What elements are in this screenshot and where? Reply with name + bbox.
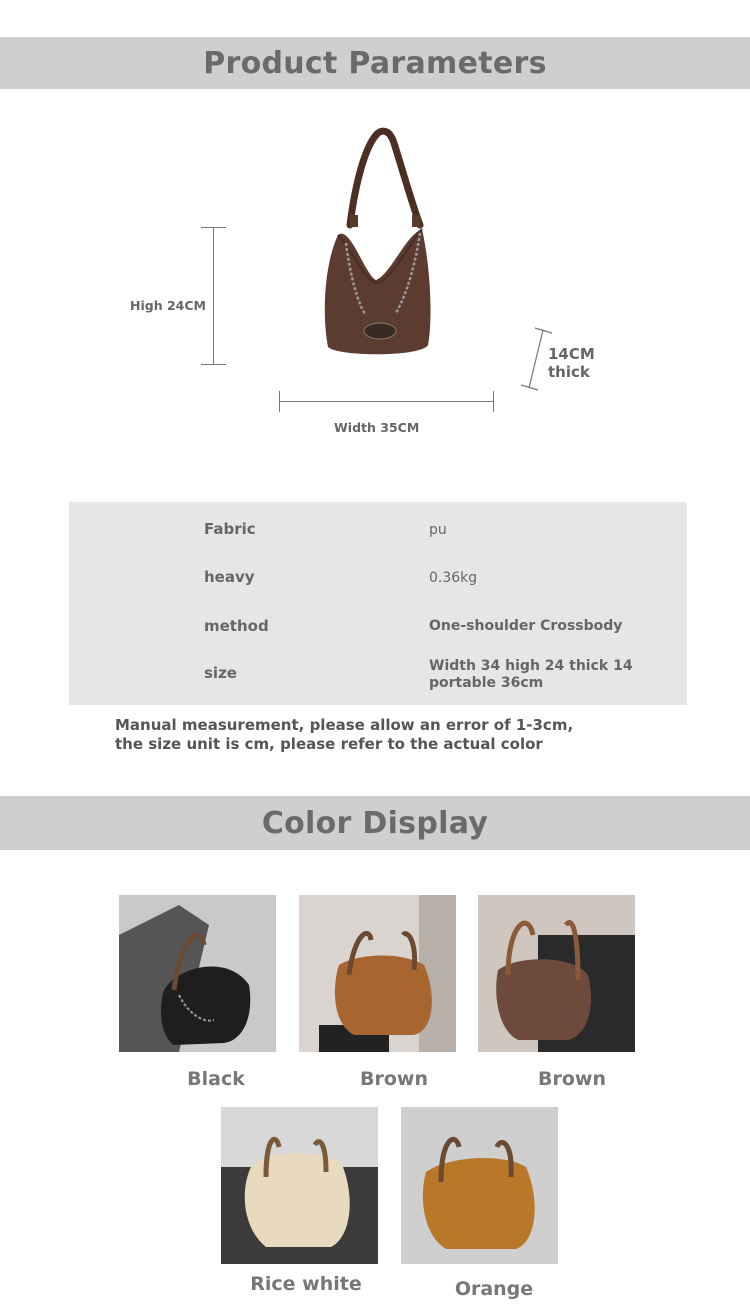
spec-key: method: [204, 617, 269, 635]
width-label: Width 35CM: [334, 420, 420, 435]
bag-photo-orange: [401, 1107, 558, 1264]
thickness-label-line2: thick: [548, 363, 590, 381]
height-label: High 24CM: [130, 298, 206, 313]
measurement-note: Manual measurement, please allow an error of 1-3cm, the size unit is cm, please refer to the actual color: [115, 716, 574, 753]
section-banner-colors: [0, 796, 750, 850]
spec-value: Width 34 high 24 thick 14 portable 36cm: [429, 658, 633, 691]
spec-value: One-shoulder Crossbody: [429, 618, 623, 634]
color-swatch-image[interactable]: [119, 895, 276, 1052]
color-label: Orange: [454, 1278, 534, 1300]
color-swatch-image[interactable]: [478, 895, 635, 1052]
color-label: Brown: [538, 1068, 606, 1090]
color-label: Black: [187, 1068, 245, 1090]
bag-photo-black: [119, 895, 276, 1052]
color-swatch-image[interactable]: [401, 1107, 558, 1264]
color-swatch-image[interactable]: [299, 895, 456, 1052]
height-dimension-cap-top: [201, 227, 226, 228]
spec-key: Fabric: [204, 520, 256, 538]
width-dimension-cap-left: [279, 391, 280, 412]
spec-key: size: [204, 664, 237, 682]
color-label: Brown: [360, 1068, 428, 1090]
color-label: Rice white: [250, 1273, 362, 1295]
bag-photo-rice-white: [221, 1107, 378, 1264]
spec-table: [69, 502, 687, 705]
section-banner-parameters: [0, 37, 750, 89]
color-swatch-image[interactable]: [221, 1107, 378, 1264]
bag-photo-brown: [299, 895, 456, 1052]
spec-value: pu: [429, 522, 447, 538]
thickness-label-line1: 14CM: [548, 345, 595, 363]
spec-value: 0.36kg: [429, 570, 478, 586]
bag-photo-brown-2: [478, 895, 635, 1052]
product-bag-illustration: [310, 125, 440, 365]
spec-key: heavy: [204, 568, 255, 586]
height-dimension-line: [213, 227, 214, 365]
width-dimension-line: [279, 401, 494, 402]
section-title: Color Display: [261, 805, 489, 841]
section-title: Product Parameters: [203, 45, 547, 81]
height-dimension-cap-bottom: [201, 364, 226, 365]
width-dimension-cap-right: [493, 391, 494, 412]
